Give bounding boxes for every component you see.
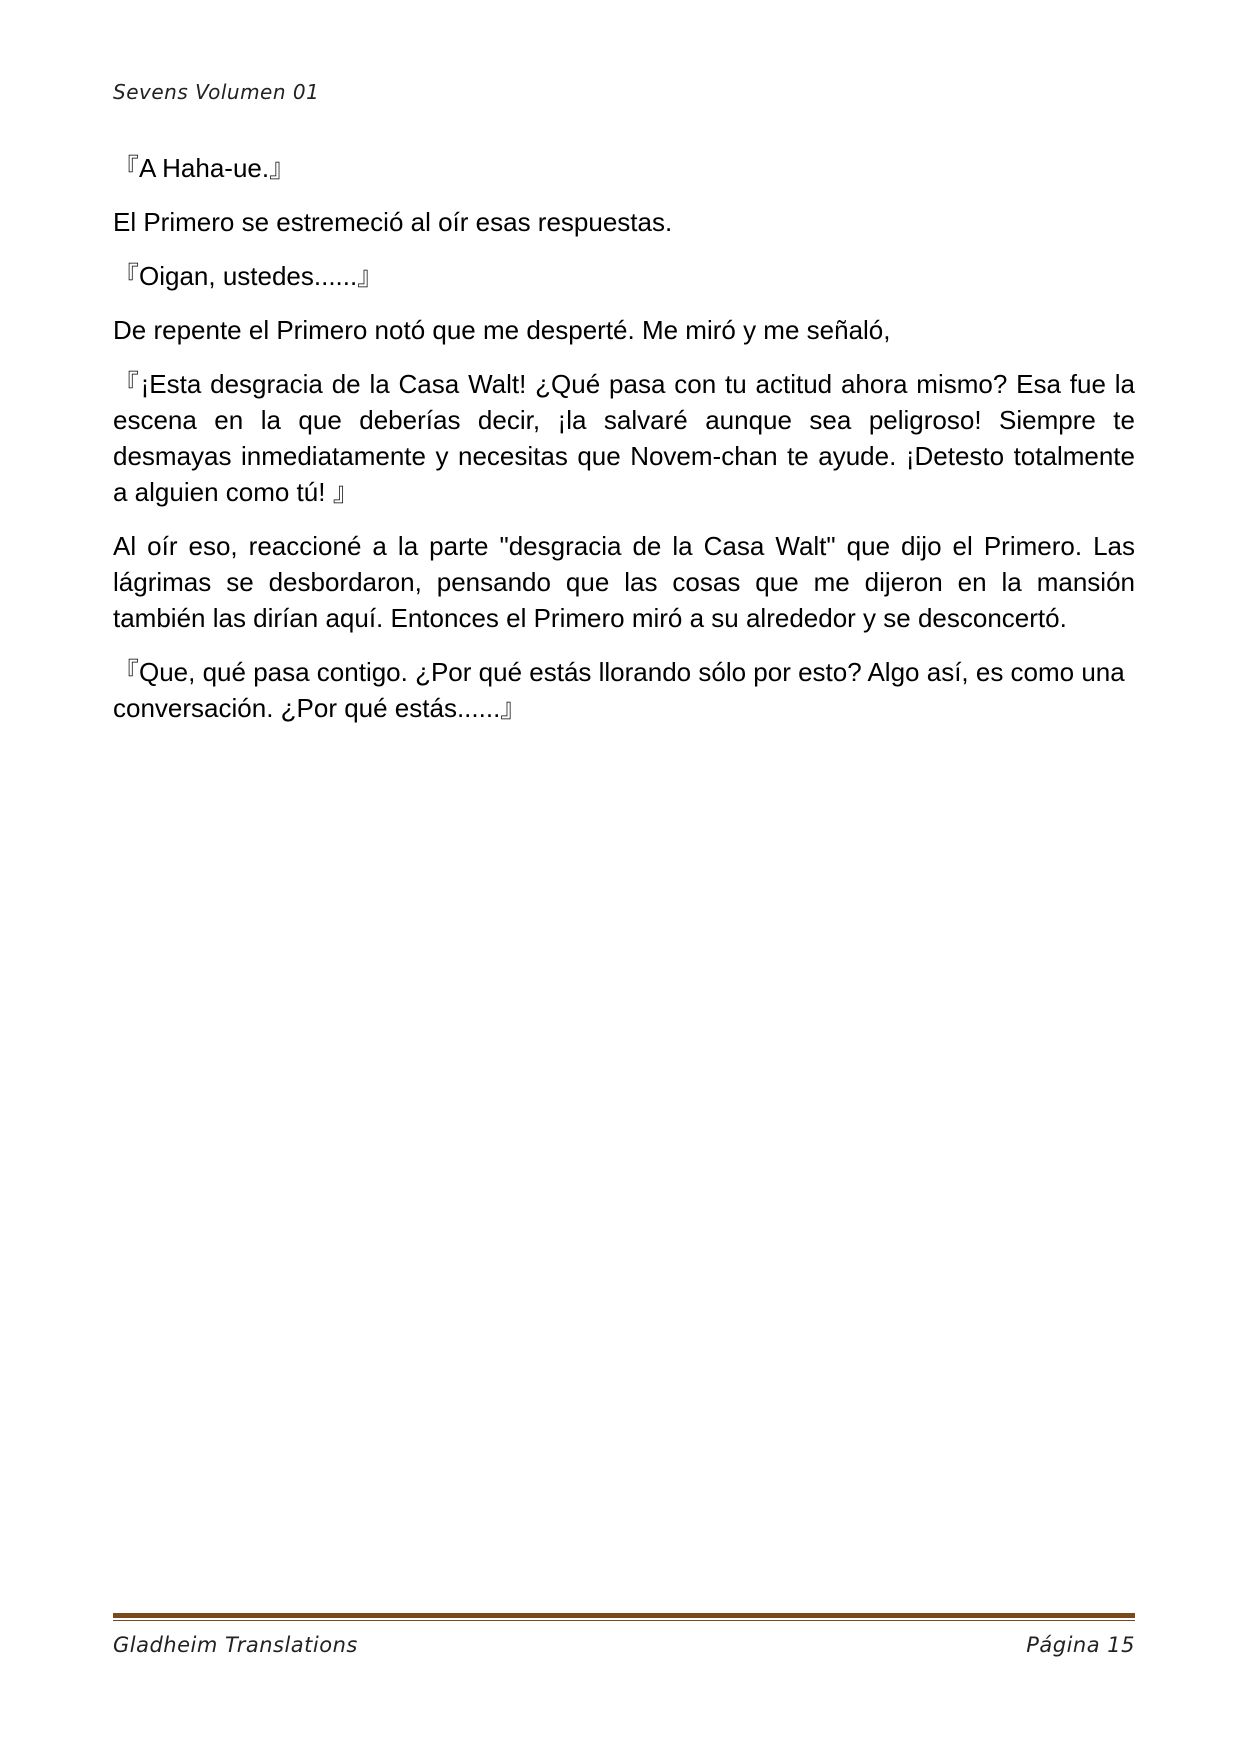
footer-page-number: Página 15 xyxy=(1026,1633,1135,1657)
footer-publisher: Gladheim Translations xyxy=(113,1633,358,1657)
paragraph-dialogue-4: 『Que, qué pasa contigo. ¿Por qué estás llorando sólo por esto? Algo así, es como una conversación. ¿Por qué estás......』 xyxy=(113,657,1125,723)
paragraph-narration-3: Al oír eso, reaccioné a la parte "desgracia de la Casa Walt" que dijo el Primero. Las lágrimas se desbordaron, pensando que las cosas que me dijeron en la mansión también las dirían aquí. Entonces el Primero miró a su alrededor y se desconcertó. xyxy=(113,531,1135,633)
footer-divider xyxy=(113,1613,1135,1621)
page-header-title: Sevens Volumen 01 xyxy=(113,80,320,104)
paragraph-dialogue-3: 『¡Esta desgracia de la Casa Walt! ¿Qué pasa con tu actitud ahora mismo? Esa fue la escena en la que deberías decir, ¡la salvaré aunque sea peligroso! Siempre te desmayas inmediatamente y necesitas que Novem-chan te ayude. ¡Detesto totalmente a alguien como tú! 』 xyxy=(113,369,1135,507)
footer-divider-thin-line xyxy=(113,1620,1135,1621)
paragraph-dialogue-2: 『Oigan, ustedes......』 xyxy=(113,261,384,291)
document-body xyxy=(113,150,1135,744)
footer-divider-thick-line xyxy=(113,1613,1135,1618)
paragraph-dialogue-1: 『A Haha-ue.』 xyxy=(113,153,296,183)
paragraph-narration-2: De repente el Primero notó que me desperté. Me miró y me señaló, xyxy=(113,315,891,345)
paragraph-narration-1: El Primero se estremeció al oír esas respuestas. xyxy=(113,207,673,237)
